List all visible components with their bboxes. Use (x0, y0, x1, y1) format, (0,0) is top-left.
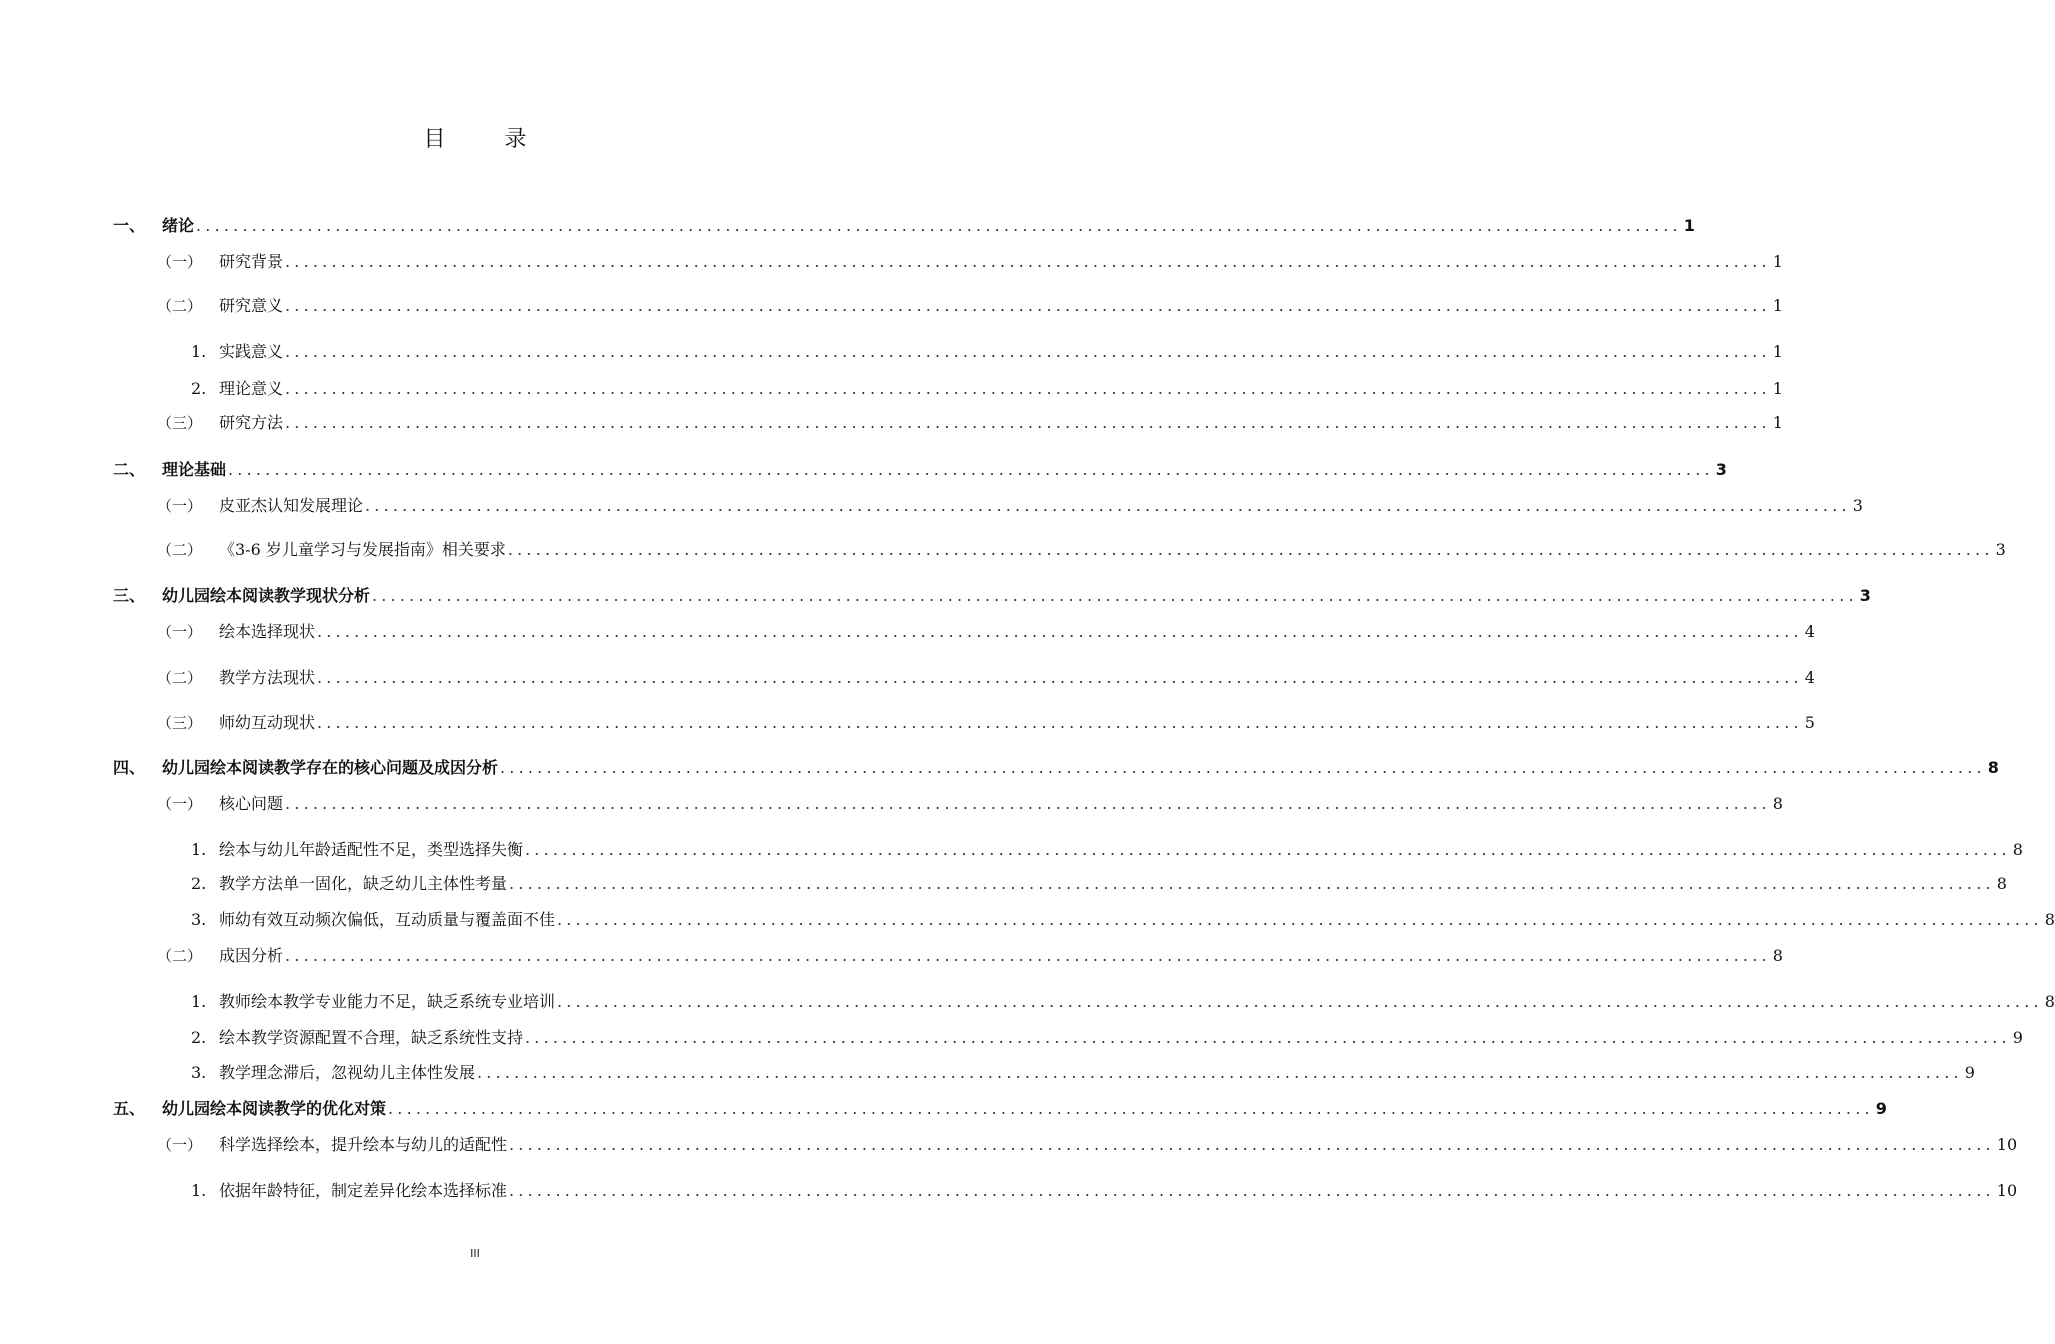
toc-entry[interactable] (157, 620, 1815, 644)
toc-entry[interactable] (191, 1179, 2018, 1203)
toc-entry-page: 9 (1964, 1063, 1975, 1082)
toc-entry-page: 3 (1715, 460, 1727, 479)
toc-entry-page: 1 (1772, 252, 1783, 271)
toc-entry[interactable] (157, 538, 2006, 562)
dot-leader: ................................................................................................................................................................ (509, 874, 1995, 893)
toc-entry[interactable] (157, 944, 1783, 968)
toc-entry-title: 理论意义 (219, 379, 284, 398)
toc-entry-number: （一） (157, 795, 203, 813)
toc-entry-number: 1. (191, 992, 207, 1011)
toc-entry-title: 幼儿园绘本阅读教学存在的核心问题及成因分析 (162, 758, 499, 777)
toc-entry-page: 9 (1875, 1099, 1887, 1118)
toc-entry-title: 绪论 (162, 216, 195, 235)
toc-entry[interactable] (157, 1133, 2018, 1157)
toc-entry[interactable] (191, 990, 2055, 1014)
toc-entry-page: 5 (1804, 713, 1815, 732)
toc-entry-title: 教学理念滞后，忽视幼儿主体性发展 (219, 1063, 476, 1082)
dot-leader: ................................................................................................................................................................ (557, 992, 2043, 1011)
toc-entry-title: 幼儿园绘本阅读教学现状分析 (162, 586, 371, 605)
toc-entry-page: 8 (2044, 910, 2055, 929)
toc-entry-number: 三、 (113, 586, 146, 605)
toc-entry-title: 绘本教学资源配置不合理，缺乏系统性支持 (219, 1028, 524, 1047)
toc-entry-number: 1. (191, 1181, 207, 1200)
dot-leader: ................................................................................................................................................................ (317, 668, 1803, 687)
toc-entry-page: 3 (1995, 540, 2006, 559)
page-number-footer: III (470, 1247, 480, 1260)
toc-entry-title: 理论基础 (162, 460, 227, 479)
toc-entry-title: 教学方法现状 (219, 668, 316, 687)
toc-entry-number: 3. (191, 910, 207, 929)
toc-entry-page: 4 (1804, 668, 1815, 687)
toc-entry-page: 9 (2012, 1028, 2023, 1047)
dot-leader: ................................................................................................................................................................ (285, 379, 1771, 398)
toc-entry[interactable] (157, 411, 1783, 435)
toc-entry-page: 8 (1996, 874, 2007, 893)
dot-leader: ................................................................................................................................................................ (285, 794, 1771, 813)
dot-leader: ................................................................................................................................................................ (285, 946, 1771, 965)
toc-entry[interactable] (113, 584, 1871, 608)
toc-entry-page: 1 (1772, 413, 1783, 432)
toc-entry-number: （三） (157, 714, 203, 732)
toc-entry[interactable] (113, 458, 1727, 482)
toc-entry-title: 绘本与幼儿年龄适配性不足，类型选择失衡 (219, 840, 524, 859)
toc-entry-page: 4 (1804, 622, 1815, 641)
toc-entry[interactable] (191, 908, 2055, 932)
toc-entry[interactable] (191, 377, 1783, 401)
toc-entry-title: 《3-6 岁儿童学习与发展指南》相关要求 (219, 540, 506, 559)
toc-entry[interactable] (157, 792, 1783, 816)
toc-entry[interactable] (113, 214, 1695, 238)
dot-leader: ................................................................................................................................................................ (388, 1099, 1874, 1118)
toc-entry-number: 2. (191, 874, 207, 893)
toc-entry-number: 2. (191, 1028, 207, 1047)
toc-entry-number: 四、 (113, 758, 146, 777)
toc-entry-number: （二） (157, 669, 203, 687)
toc-entry-page: 1 (1772, 342, 1783, 361)
toc-entry-title: 科学选择绘本，提升绘本与幼儿的适配性 (219, 1135, 508, 1154)
toc-entry-title: 核心问题 (219, 794, 284, 813)
toc-entry-number: 1. (191, 342, 207, 361)
dot-leader: ................................................................................................................................................................ (509, 1135, 1995, 1154)
toc-entry-title: 研究方法 (219, 413, 284, 432)
toc-entry-number: （二） (157, 541, 203, 559)
toc-entry[interactable] (191, 340, 1783, 364)
toc-entry-page: 10 (1996, 1181, 2018, 1200)
toc-entry[interactable] (157, 666, 1815, 690)
toc-entry-title: 教学方法单一固化，缺乏幼儿主体性考量 (219, 874, 508, 893)
toc-entry-title: 成因分析 (219, 946, 284, 965)
toc-entry[interactable] (191, 1061, 1975, 1085)
toc-entry-page: 8 (1772, 794, 1783, 813)
toc-entry[interactable] (113, 1097, 1887, 1121)
dot-leader: ................................................................................................................................................................ (372, 586, 1858, 605)
toc-entry-number: 1. (191, 840, 207, 859)
toc-entry-page: 10 (1996, 1135, 2018, 1154)
toc-entry-title: 实践意义 (219, 342, 284, 361)
toc-entry[interactable] (191, 838, 2023, 862)
toc-entry[interactable] (191, 1026, 2023, 1050)
toc-entry-title: 依据年龄特征，制定差异化绘本选择标准 (219, 1181, 508, 1200)
toc-entry-number: （二） (157, 297, 203, 315)
toc-entry[interactable] (113, 756, 1999, 780)
dot-leader: ................................................................................................................................................................ (228, 460, 1714, 479)
toc-entry-title: 皮亚杰认知发展理论 (219, 496, 364, 515)
dot-leader: ................................................................................................................................................................ (525, 840, 2011, 859)
dot-leader: ................................................................................................................................................................ (525, 1028, 2011, 1047)
dot-leader: ................................................................................................................................................................ (507, 540, 1994, 559)
dot-leader: ................................................................................................................................................................ (285, 252, 1771, 271)
dot-leader: ................................................................................................................................................................ (500, 758, 1986, 777)
dot-leader: ................................................................................................................................................................ (509, 1181, 1995, 1200)
toc-entry-page: 1 (1772, 379, 1783, 398)
toc-entry[interactable] (157, 711, 1815, 735)
toc-entry-number: （一） (157, 623, 203, 641)
dot-leader: ................................................................................................................................................................ (557, 910, 2043, 929)
page-title: 目 录 (423, 127, 553, 152)
dot-leader: ................................................................................................................................................................ (285, 296, 1771, 315)
toc-entry-title: 幼儿园绘本阅读教学的优化对策 (162, 1099, 387, 1118)
dot-leader: ................................................................................................................................................................ (365, 496, 1851, 515)
toc-entry-title: 师幼互动现状 (219, 713, 316, 732)
dot-leader: ................................................................................................................................................................ (285, 413, 1771, 432)
toc-entry-number: 二、 (113, 460, 146, 479)
toc-entry-number: 2. (191, 379, 207, 398)
dot-leader: ................................................................................................................................................................ (285, 342, 1771, 361)
dot-leader: ................................................................................................................................................................ (196, 216, 1682, 235)
toc-entry-number: （一） (157, 253, 203, 271)
toc-entry-title: 师幼有效互动频次偏低，互动质量与覆盖面不佳 (219, 910, 556, 929)
toc-entry-page: 8 (1772, 946, 1783, 965)
toc-entry-number: 五、 (113, 1099, 146, 1118)
toc-entry-number: 一、 (113, 216, 146, 235)
toc-entry-title: 研究背景 (219, 252, 284, 271)
toc-entry-page: 8 (2044, 992, 2055, 1011)
toc-entry-title: 绘本选择现状 (219, 622, 316, 641)
toc-entry-page: 1 (1772, 296, 1783, 315)
toc-entry-title: 教师绘本教学专业能力不足，缺乏系统专业培训 (219, 992, 556, 1011)
toc-entry-number: （一） (157, 1136, 203, 1154)
toc-entry-number: （一） (157, 497, 203, 515)
dot-leader: ................................................................................................................................................................ (317, 622, 1803, 641)
toc-entry-page: 8 (1987, 758, 1999, 777)
toc-entry-title: 研究意义 (219, 296, 284, 315)
toc-entry-page: 3 (1859, 586, 1871, 605)
toc-entry-page: 1 (1683, 216, 1695, 235)
toc-entry-number: （二） (157, 947, 203, 965)
dot-leader: ................................................................................................................................................................ (317, 713, 1803, 732)
toc-entry[interactable] (157, 294, 1783, 318)
dot-leader: ................................................................................................................................................................ (477, 1063, 1963, 1082)
toc-entry-number: 3. (191, 1063, 207, 1082)
toc-entry[interactable] (191, 872, 2007, 896)
toc-entry-number: （三） (157, 414, 203, 432)
toc-entry[interactable] (157, 250, 1783, 274)
toc-entry[interactable] (157, 494, 1863, 518)
toc-entry-page: 3 (1852, 496, 1863, 515)
toc-entry-page: 8 (2012, 840, 2023, 859)
